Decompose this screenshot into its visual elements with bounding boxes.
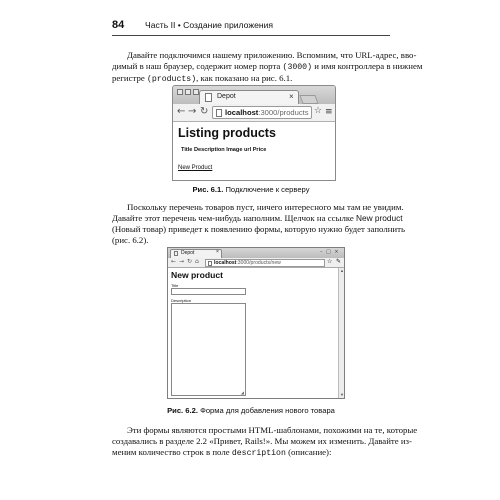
back-arrow-icon[interactable]: ← (177, 106, 186, 117)
browser-window-listing (172, 85, 336, 181)
caption-text: Подключение к серверу (225, 185, 310, 194)
paragraph-line: (рис. 6.2). (112, 235, 149, 245)
tab-title: Depot (181, 250, 195, 256)
forward-arrow-icon[interactable]: → (188, 106, 197, 117)
page-heading: New product (171, 270, 224, 280)
page-icon (174, 251, 178, 256)
port-term: (3000) (282, 63, 313, 72)
page-icon (216, 109, 222, 117)
window-buttons[interactable]: – □ × (320, 249, 340, 255)
browser-toolbar (173, 104, 335, 122)
reload-icon[interactable]: ↻ (200, 106, 209, 117)
section-title: Часть II • Создание приложения (145, 20, 274, 30)
wrench-icon[interactable]: ✎ (336, 258, 342, 265)
vertical-scrollbar[interactable] (338, 268, 344, 398)
browser-titlebar (168, 248, 344, 258)
title-label: Title (171, 283, 179, 288)
tab-close-icon[interactable]: × (216, 249, 219, 255)
address-text: localhost:3000/products/new (214, 260, 281, 266)
window-minimize-button[interactable] (177, 89, 183, 95)
browser-toolbar (168, 258, 344, 268)
paragraph-line: (Новый товар) приведет к появлению формы, которую нужно будет заполнить (112, 224, 405, 234)
paragraph-forms (112, 425, 418, 459)
address-text: localhost:3000/products (225, 108, 309, 117)
reload-icon[interactable]: ↻ (187, 258, 193, 265)
paragraph-line: регистре (products), как показано на рис. 6.1. (112, 73, 293, 84)
address-bar[interactable] (205, 259, 325, 267)
controller-term: (products) (146, 75, 197, 84)
menu-icon[interactable]: ≡ (325, 107, 333, 117)
forward-arrow-icon[interactable]: → (179, 258, 185, 265)
page-icon (205, 93, 212, 102)
scroll-down-arrow-icon[interactable]: ▼ (340, 392, 344, 397)
figure-caption (112, 406, 390, 415)
paragraph-line: создавались в разделе 2.2 «Привет, Rails!». Мы можем их изменить. Давайте из- (112, 436, 412, 446)
tab-title: Depot (217, 93, 236, 100)
star-icon[interactable]: ☆ (314, 106, 323, 116)
description-textarea[interactable] (171, 303, 246, 396)
link-term: New product (356, 213, 403, 223)
table-header: Title Description Image url Price (181, 147, 267, 153)
home-icon[interactable]: ⌂ (195, 258, 199, 265)
paragraph-line: меним количество строк в поле description (описание): (112, 447, 332, 458)
tab-close-icon[interactable]: × (289, 92, 294, 101)
address-bar[interactable] (212, 106, 312, 119)
title-input[interactable] (171, 288, 246, 295)
browser-titlebar (173, 86, 335, 104)
paragraph-line: димый в наш браузер, содержит номер порта (3000) и имя контроллера в нижнем (112, 61, 423, 72)
browser-tab[interactable] (170, 249, 222, 258)
browser-window-new-product (167, 247, 345, 399)
description-label: Description (171, 298, 192, 303)
page-heading: Listing products (178, 126, 276, 140)
figure-caption (112, 185, 390, 194)
page-number: 84 (112, 19, 125, 31)
back-arrow-icon[interactable]: ← (171, 258, 177, 265)
new-product-link[interactable]: New Product (178, 165, 213, 171)
caption-label: Рис. 6.2. (167, 406, 198, 415)
window-maximize-button[interactable] (185, 89, 191, 95)
paragraph-line: Эти формы являются простыми HTML-шаблонами, похожими на те, которые (127, 425, 418, 435)
paragraph-line: Поскольку перечень товаров пуст, ничего интересного мы там не увидим. (127, 202, 404, 212)
star-icon[interactable]: ☆ (327, 258, 333, 265)
paragraph-line: Давайте этот перечень чем-нибудь наполним. Щелчок на ссылке New product (112, 213, 403, 223)
resize-grip-icon[interactable]: ◢ (240, 390, 244, 395)
scroll-up-arrow-icon[interactable]: ▲ (340, 268, 344, 273)
paragraph-products-empty (112, 202, 405, 246)
field-term: description (231, 449, 286, 458)
page-icon (208, 261, 212, 266)
caption-label: Рис. 6.1. (192, 185, 224, 194)
browser-tab[interactable] (199, 90, 299, 104)
paragraph-intro (112, 50, 423, 85)
running-header (112, 16, 390, 36)
paragraph-line: Давайте подключимся нашему приложению. Вспомним, что URL-адрес, вво- (127, 50, 417, 60)
new-tab-button[interactable] (299, 95, 318, 104)
caption-text: Форма для добавления нового товара (200, 406, 335, 415)
